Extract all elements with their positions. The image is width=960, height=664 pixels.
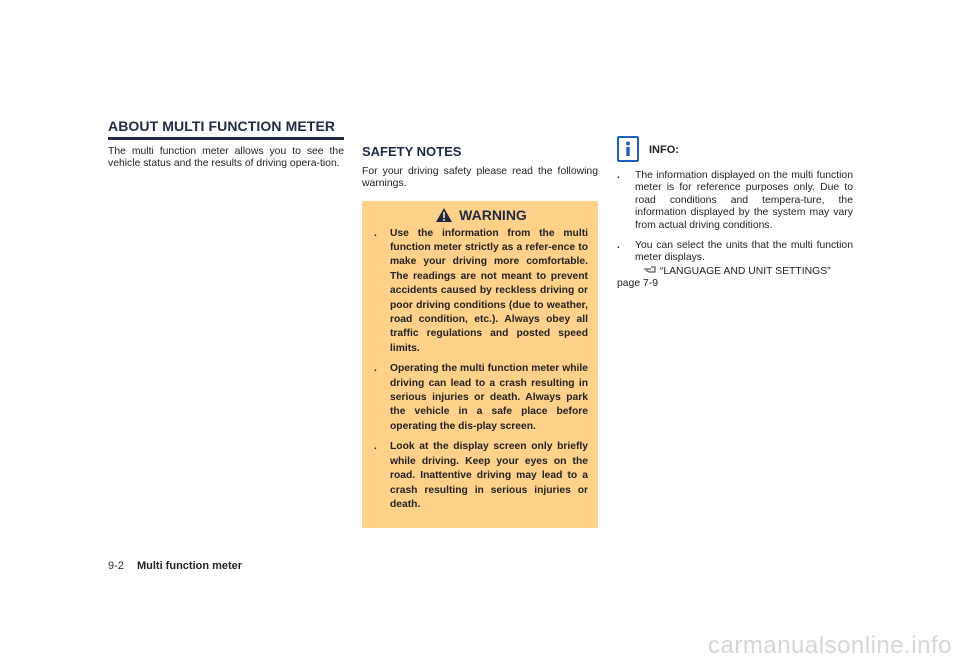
column-info bbox=[617, 136, 853, 299]
cross-reference-text[interactable]: “LANGUAGE AND UNIT SETTINGS” bbox=[659, 265, 831, 277]
footer-section-title: Multi function meter bbox=[136, 560, 243, 572]
warning-header bbox=[374, 207, 588, 223]
info-icon bbox=[617, 136, 639, 162]
column-safety bbox=[362, 140, 598, 528]
section-title-safety: SAFETY NOTES bbox=[362, 144, 462, 159]
pointing-hand-icon bbox=[643, 265, 657, 274]
info-item-text: You can select the units that the multi function meter displays. bbox=[635, 240, 853, 264]
page-number: 9-2 bbox=[108, 560, 124, 572]
warning-item-text: Operating the multi function meter while driving can lead to a crash resulting in serious injuries or death. Always park the vehicle in a safe place before operating the dis-play screen. bbox=[390, 363, 588, 432]
warning-list bbox=[374, 227, 588, 513]
cross-reference[interactable] bbox=[617, 265, 853, 291]
section-title-about: ABOUT MULTI FUNCTION METER bbox=[108, 118, 344, 140]
warning-item-text: Use the information from the multi function meter strictly as a refer-ence to make your driving more comfortable. The readings are not meant to prevent accidents caused by reckless driving or poor driving conditions (due to weather, road condition, etc.). Always obey all traffic regulations and posted speed limits. bbox=[390, 227, 588, 354]
page-footer bbox=[108, 560, 242, 572]
info-label: INFO: bbox=[649, 144, 679, 156]
warning-item bbox=[374, 440, 588, 512]
bullet: . bbox=[374, 441, 377, 453]
cross-reference-page[interactable]: page 7-9 bbox=[617, 278, 659, 290]
warning-label: WARNING bbox=[459, 206, 527, 223]
info-item bbox=[617, 170, 853, 232]
warning-triangle-icon bbox=[435, 207, 453, 223]
safety-intro: For your driving safety please read the following warnings. bbox=[362, 166, 598, 190]
info-item-text: The information displayed on the multi function meter is for reference purposes only. Due to road conditions and tempera-ture, the information displayed by the system may vary from actual driving conditions. bbox=[635, 170, 853, 231]
about-paragraph: The multi function meter allows you to see the vehicle status and the results of driving opera-tion. bbox=[108, 146, 344, 170]
watermark: carmanualsonline.info bbox=[708, 632, 952, 659]
info-list bbox=[617, 170, 853, 291]
bullet: . bbox=[617, 240, 620, 252]
bullet: . bbox=[374, 227, 377, 239]
info-header bbox=[617, 136, 853, 162]
column-about bbox=[108, 118, 344, 171]
warning-box bbox=[362, 201, 598, 529]
bullet: . bbox=[617, 170, 620, 181]
warning-item bbox=[374, 362, 588, 434]
warning-item-text: Look at the display screen only briefly while driving. Keep your eyes on the road. Inattentive driving may lead to a crash resulting in serious injuries or death. bbox=[390, 441, 588, 510]
warning-item bbox=[374, 227, 588, 357]
info-item bbox=[617, 240, 853, 291]
bullet: . bbox=[374, 363, 377, 375]
